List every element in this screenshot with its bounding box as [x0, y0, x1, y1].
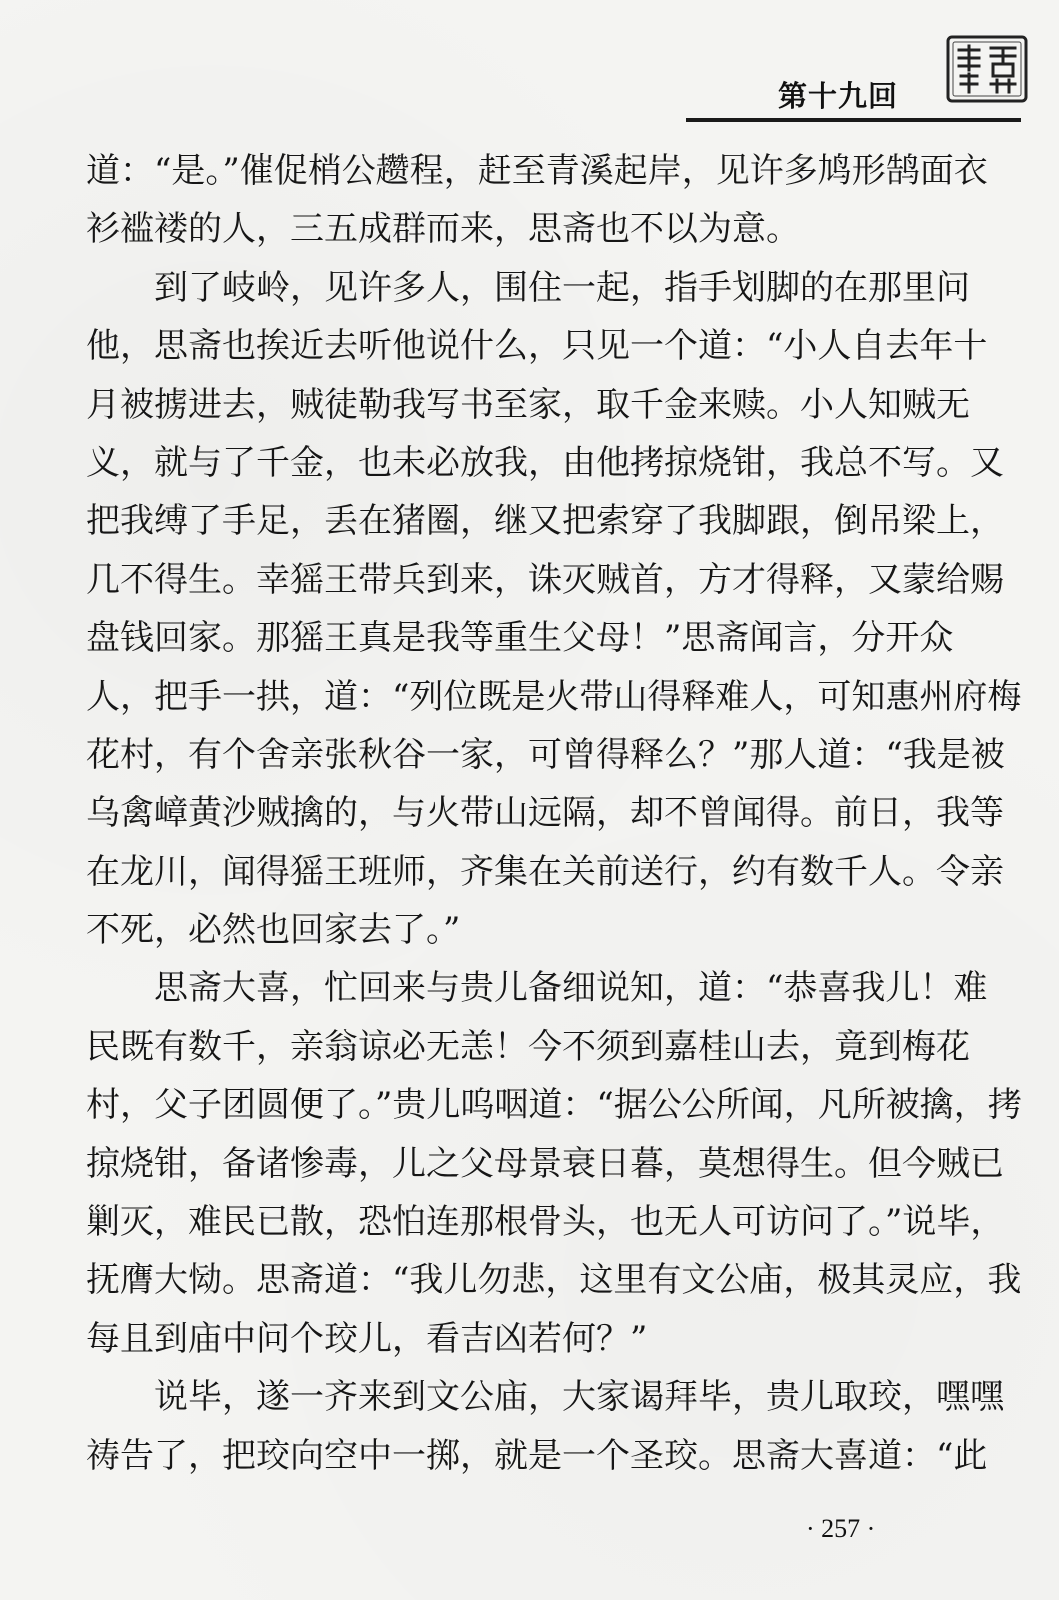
text-line: 义，就与了千金，也未必放我，由他拷掠烧钳，我总不写。又 — [86, 442, 1004, 483]
text-line: 剿灭，难民已散，恐怕连那根骨头，也无人可访问了。”说毕， — [86, 1202, 1005, 1243]
text-line: 在龙川，闻得猺王班师，齐集在关前送行，约有数千人。令亲 — [86, 851, 1004, 892]
text-line: 几不得生。幸猺王带兵到来，诛灭贼首，方才得释，又蒙给赐 — [86, 559, 1004, 600]
text-line: 花村，有个舍亲张秋谷一家，可曾得释么？”那人道：“我是被 — [86, 734, 1005, 775]
text-line: 把我缚了手足，丢在猪圈，继又把索穿了我脚跟，倒吊梁上， — [86, 501, 1004, 542]
seal-stamp-icon — [945, 34, 1029, 104]
body-text — [86, 142, 1022, 1485]
chapter-title: 第十九回 — [778, 79, 899, 113]
text-line: 人，把手一拱，道：“列位既是火带山得释难人，可知惠州府梅 — [86, 676, 1022, 717]
text-line: 不死，必然也回家去了。” — [86, 910, 461, 951]
text-line: 每且到庙中问个珓儿，看吉凶若何？” — [86, 1318, 648, 1359]
text-line: 说毕，遂一齐来到文公庙，大家谒拜毕，贵儿取珓，嘿嘿 — [154, 1377, 1004, 1418]
text-line: 民既有数千，亲翁谅必无恙！今不须到嘉桂山去，竟到梅花 — [86, 1026, 970, 1067]
text-line: 祷告了，把珓向空中一掷，就是一个圣珓。思斋大喜道：“此 — [86, 1435, 988, 1476]
header-rule — [686, 118, 1021, 122]
text-line: 到了岐岭，见许多人，围住一起，指手划脚的在那里问 — [154, 267, 970, 308]
text-line: 抚膺大恸。思斋道：“我儿勿悲，这里有文公庙，极其灵应，我 — [86, 1260, 1022, 1301]
text-line: 衫褴褛的人，三五成群而来，思斋也不以为意。 — [86, 209, 800, 250]
text-line: 乌禽嶂黄沙贼擒的，与火带山远隔，却不曾闻得。前日，我等 — [86, 793, 1004, 834]
text-line: 月被掳进去，贼徒勒我写书至家，取千金来赎。小人知贼无 — [86, 384, 970, 425]
text-line: 掠烧钳，备诸惨毒，儿之父母景衰日暮，莫想得生。但今贼已 — [86, 1143, 1004, 1184]
page-number: · 257 · — [806, 1514, 876, 1543]
text-line: 道：“是。”催促梢公趱程，赶至青溪起岸，见许多鸠形鹄面衣 — [86, 151, 988, 191]
text-line: 盘钱回家。那猺王真是我等重生父母！”思斋闻言，分开众 — [86, 618, 954, 659]
text-line: 村，父子团圆便了。”贵儿呜咽道：“据公公所闻，凡所被擒，拷 — [86, 1085, 1022, 1126]
text-line: 他，思斋也挨近去听他说什么，只见一个道：“小人自去年十 — [86, 326, 988, 367]
text-line: 思斋大喜，忙回来与贵儿备细说知，道：“恭喜我儿！难 — [154, 968, 988, 1009]
